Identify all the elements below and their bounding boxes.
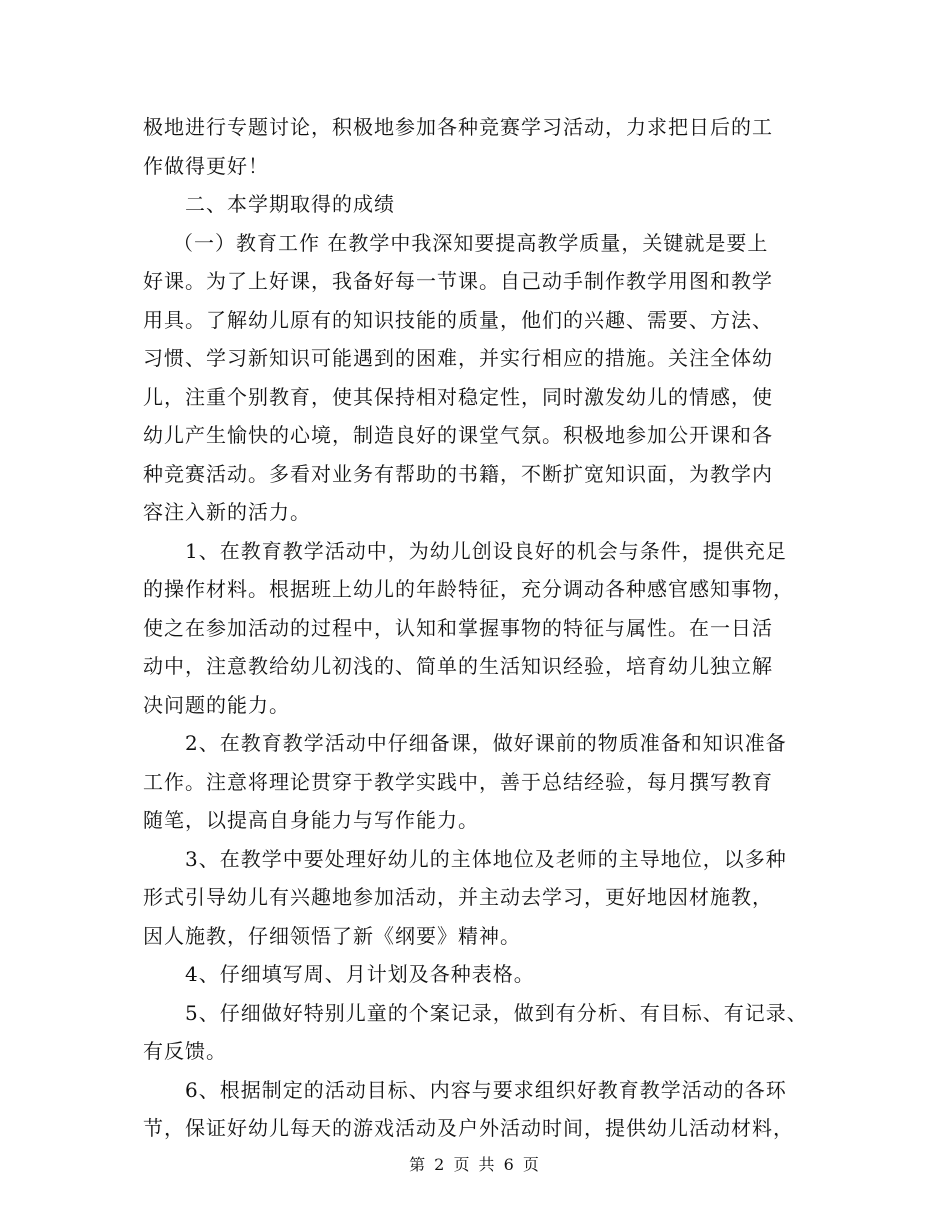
text-line: 儿，注重个别教育，使其保持相对稳定性，同时激发幼儿的情感，使 — [143, 384, 773, 409]
paragraph-item-5 — [143, 994, 815, 1071]
text-line: 容注入新的活力。 — [143, 500, 311, 524]
text-line: 种竞赛活动。多看对业务有帮助的书籍，不断扩宽知识面，为教学内 — [143, 461, 773, 486]
text-line: 幼儿产生愉快的心境，制造良好的课堂气氛。积极地参加公开课和各 — [143, 423, 773, 447]
text-line: 有反馈。 — [143, 1039, 227, 1063]
text-line: 1、在教育教学活动中，为幼儿创设良好的机会与条件，提供充足 — [185, 538, 787, 563]
heading-text: 二、本学期取得的成绩 — [185, 192, 395, 216]
document-body — [143, 108, 815, 1148]
text-line: 3、在教学中要处理好幼儿的主体地位及老师的主导地位，以多种 — [185, 846, 787, 871]
page-number-footer: 第 2 页 共 6 页 — [409, 1155, 541, 1174]
text-line: 6、根据制定的活动目标、内容与要求组织好教育教学活动的各环 — [185, 1077, 787, 1102]
paragraph-education-work — [143, 224, 815, 532]
text-line: 5、仔细做好特别儿童的个案记录，做到有分析、有目标、有记录、 — [185, 1000, 808, 1025]
text-line: 形式引导幼儿有兴趣地参加活动，并主动去学习，更好地因材施教， — [143, 885, 773, 909]
text-line: 动中，注意教给幼儿初浅的、简单的生活知识经验，培育幼儿独立解 — [143, 654, 773, 678]
text-line: 节，保证好幼儿每天的游戏活动及户外活动时间，提供幼儿活动材料， — [143, 1116, 794, 1140]
paragraph-item-6 — [143, 1071, 815, 1148]
paragraph-item-1 — [143, 532, 815, 725]
paragraph-continued — [143, 108, 815, 185]
text-line: 工作。注意将理论贯穿于教学实践中，善于总结经验，每月撰写教育 — [143, 769, 773, 794]
text-line: 用具。了解幼儿原有的知识技能的质量，他们的兴趣、需要、方法、 — [143, 307, 773, 332]
text-line: 随笔，以提高自身能力与写作能力。 — [143, 808, 479, 832]
paragraph-item-4 — [143, 955, 815, 994]
text-line: 2、在教育教学活动中仔细备课，做好课前的物质准备和知识准备 — [185, 731, 787, 755]
text-line: 好课。为了上好课，我备好每一节课。自己动手制作教学用图和教学 — [143, 269, 773, 293]
paragraph-item-2 — [143, 724, 815, 840]
text-line: 极地进行专题讨论，积极地参加各种竞赛学习活动，力求把日后的工 — [143, 115, 773, 139]
text-line: （一）教育工作 在教学中我深知要提高教学质量，关键就是要上 — [173, 230, 769, 255]
paragraph-item-3 — [143, 840, 815, 956]
text-line: 作做得更好！ — [143, 153, 269, 178]
text-line: 决问题的能力。 — [143, 692, 290, 717]
text-line: 因人施教，仔细领悟了新《纲要》精神。 — [143, 923, 521, 948]
text-line: 的操作材料。根据班上幼儿的年龄特征，充分调动各种感官感知事物， — [143, 577, 794, 601]
text-line: 使之在参加活动的过程中，认知和掌握事物的特征与属性。在一日活 — [143, 615, 773, 640]
text-line: 4、仔细填写周、月计划及各种表格。 — [185, 962, 535, 986]
text-line: 习惯、学习新知识可能遇到的困难，并实行相应的措施。关注全体幼 — [143, 346, 773, 370]
section-heading — [143, 185, 815, 224]
